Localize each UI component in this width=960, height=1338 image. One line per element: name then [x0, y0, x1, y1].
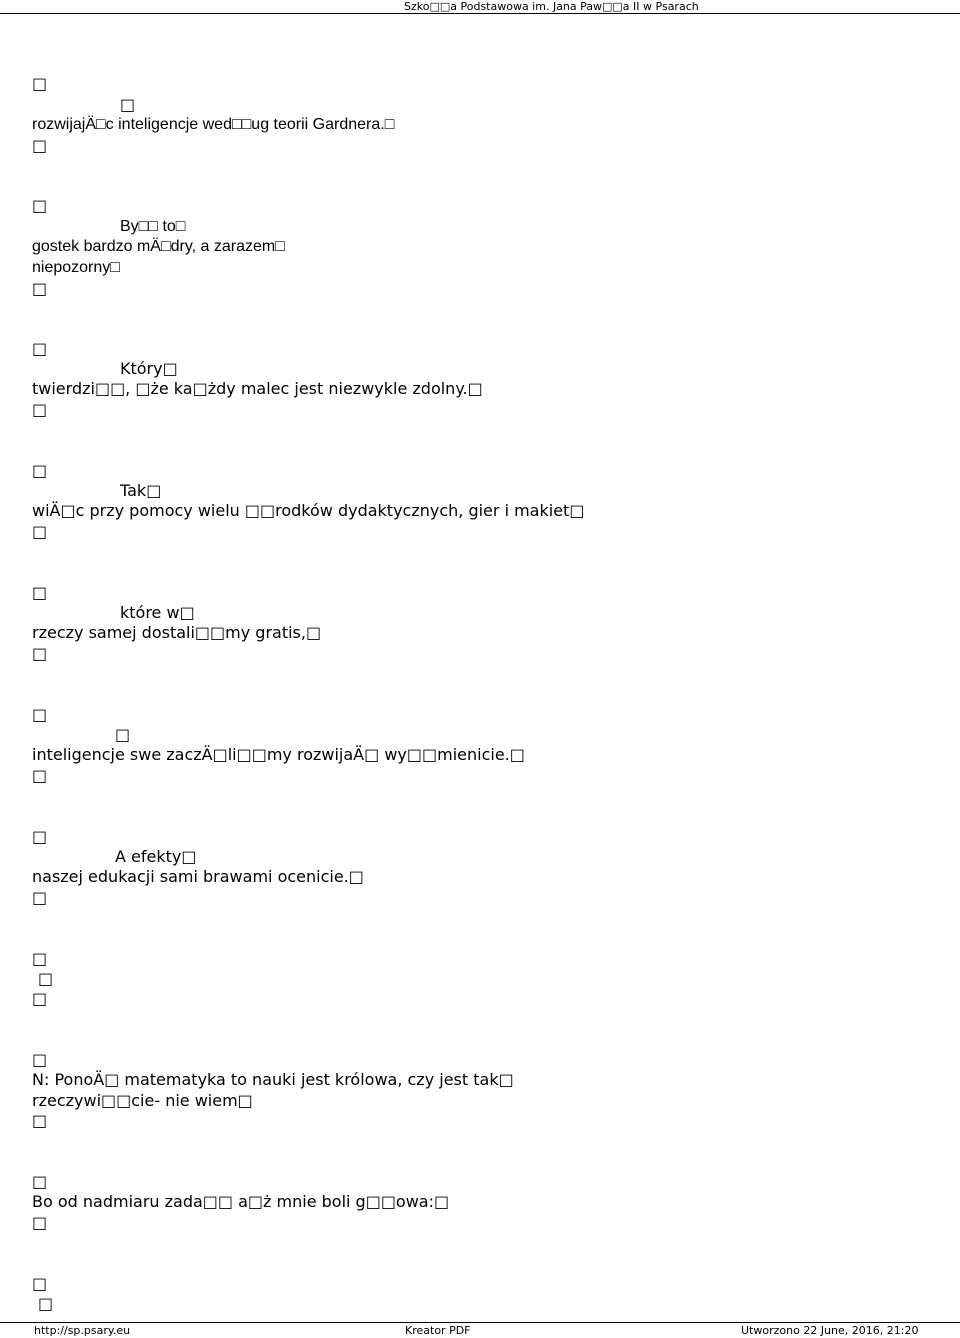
empty-marker: □: [32, 644, 48, 663]
empty-marker: □: [115, 725, 131, 744]
empty-marker: □: [32, 989, 48, 1008]
empty-marker: □: [32, 705, 48, 724]
empty-marker: □: [32, 339, 48, 358]
empty-marker: □: [32, 1050, 48, 1069]
text-line: niepozorny□: [32, 259, 120, 276]
text-line: które w□: [120, 603, 195, 622]
empty-marker: □: [32, 827, 48, 846]
text-line: N: PonoÄ□ matematyka to nauki jest królowa, czy jest tak□: [32, 1070, 514, 1089]
text-line: Tak□: [120, 481, 162, 500]
empty-marker: □: [32, 1274, 48, 1293]
text-line: twierdzi□□, □że ka□żdy malec jest niezwykle zdolny.□: [32, 379, 483, 398]
empty-marker: □: [32, 279, 48, 298]
footer-created-date: Utworzono 22 June, 2016, 21:20: [741, 1324, 919, 1337]
text-line: rozwijajÄ□c inteligencje wed□□ug teorii Gardnera.□: [32, 116, 395, 133]
empty-marker: □: [32, 461, 48, 480]
page-header-title: Szko□□a Podstawowa im. Jana Paw□□a II w Psarach: [404, 0, 699, 13]
empty-marker: □: [32, 888, 48, 907]
header-divider: [0, 13, 960, 14]
empty-marker: □: [120, 95, 136, 114]
empty-marker: □: [32, 583, 48, 602]
empty-marker: □: [32, 1213, 48, 1232]
text-line: gostek bardzo mÄ□dry, a zarazem□: [32, 238, 285, 255]
empty-marker: □: [32, 1172, 48, 1191]
footer-url-link[interactable]: http://sp.psary.eu: [34, 1324, 131, 1337]
text-line: naszej edukacji sami brawami ocenicie.□: [32, 867, 364, 886]
empty-marker: □: [32, 196, 48, 215]
text-line: A efekty□: [115, 847, 197, 866]
empty-marker: □: [32, 1111, 48, 1130]
footer-creator: Kreator PDF: [405, 1324, 471, 1337]
text-line: Który□: [120, 359, 178, 378]
text-line: rzeczy samej dostali□□my gratis,□: [32, 623, 322, 642]
empty-marker: □: [32, 400, 48, 419]
empty-marker: □: [32, 74, 48, 93]
empty-marker: □: [32, 766, 48, 785]
text-line: rzeczywi□□cie- nie wiem□: [32, 1091, 253, 1110]
empty-marker: □: [38, 1294, 54, 1313]
text-line: wiÄ□c przy pomocy wielu □□rodków dydaktycznych, gier i makiet□: [32, 501, 585, 520]
text-line: inteligencje swe zaczÄ□li□□my rozwijaÄ□ wy□□mienicie.□: [32, 745, 525, 764]
text-line: Bo od nadmiaru zada□□ a□ż mnie boli g□□owa:□: [32, 1192, 450, 1211]
empty-marker: □: [32, 522, 48, 541]
empty-marker: □: [38, 969, 54, 988]
empty-marker: □: [32, 136, 48, 155]
empty-marker: □: [32, 949, 48, 968]
footer-divider: [0, 1322, 960, 1323]
text-line: By□□ to□: [120, 218, 186, 235]
